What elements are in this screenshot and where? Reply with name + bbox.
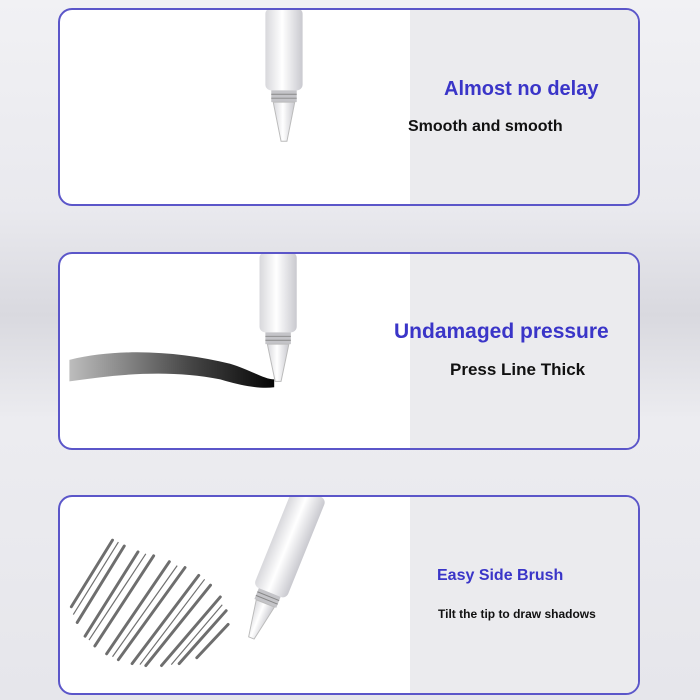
hatch-strokes bbox=[71, 540, 228, 665]
panel-text-area bbox=[410, 10, 638, 204]
feature-title: Undamaged pressure bbox=[394, 320, 609, 343]
panel-text-area bbox=[410, 497, 638, 693]
stylus-pen-icon bbox=[259, 254, 296, 381]
feature-panel-pressure bbox=[58, 252, 640, 450]
thin-line-drawing bbox=[60, 10, 410, 204]
feature-subtitle: Tilt the tip to draw shadows bbox=[438, 607, 596, 621]
feature-title: Almost no delay bbox=[444, 78, 599, 100]
shading-drawing bbox=[60, 497, 410, 693]
feature-panel-no-delay bbox=[58, 8, 640, 206]
pressure-stroke-drawing bbox=[60, 254, 410, 448]
feature-panel-side-brush bbox=[58, 495, 640, 695]
stylus-pen-icon bbox=[235, 497, 326, 645]
stylus-pen-icon bbox=[265, 10, 302, 141]
feature-subtitle: Smooth and smooth bbox=[408, 118, 563, 135]
feature-title: Easy Side Brush bbox=[437, 567, 564, 584]
feature-subtitle: Press Line Thick bbox=[450, 360, 586, 379]
panel-text-area bbox=[410, 254, 638, 448]
